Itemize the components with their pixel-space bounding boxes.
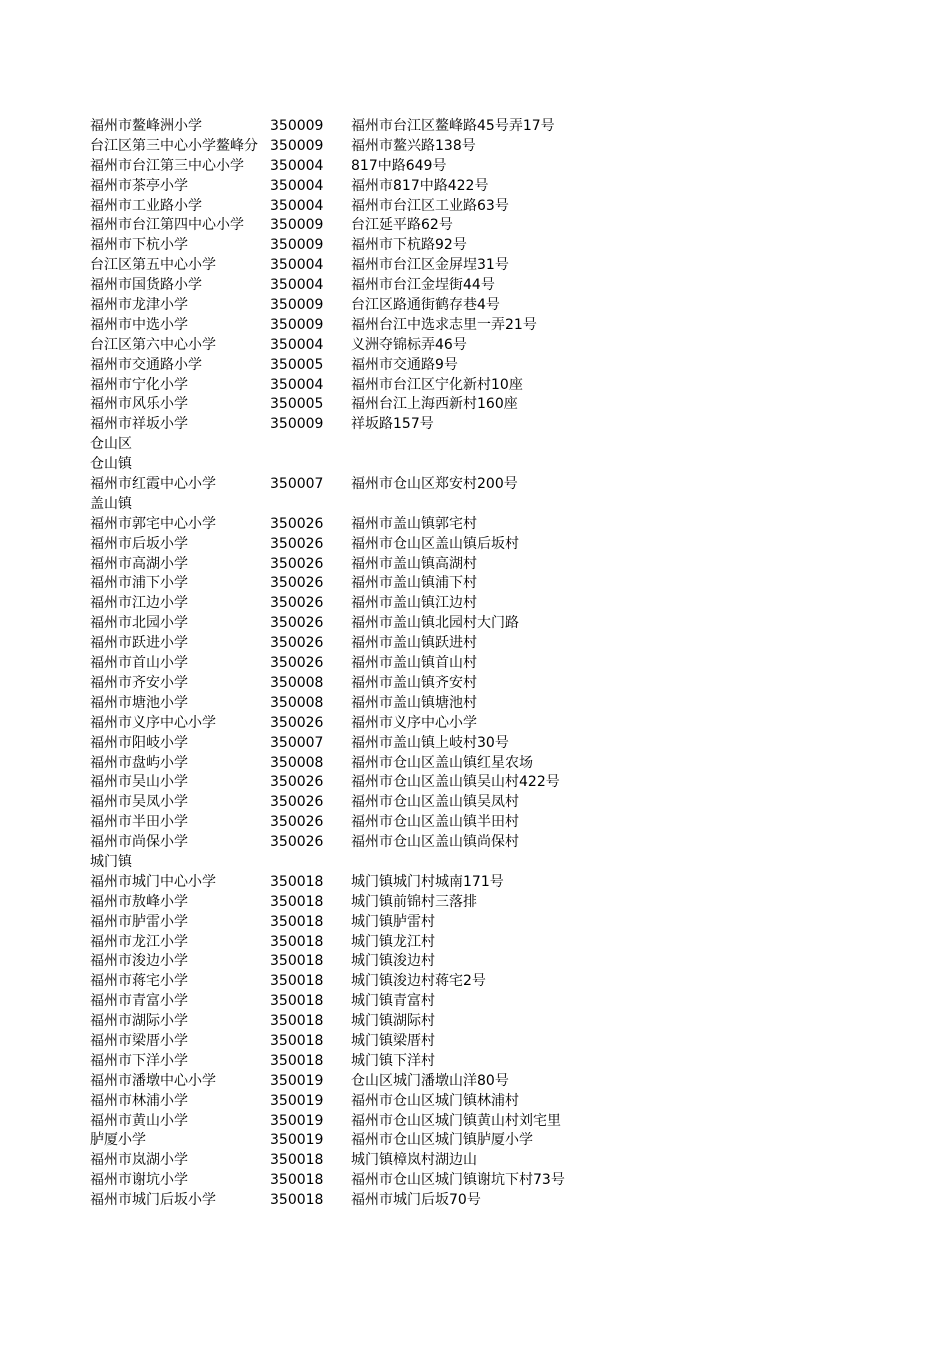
table-row (90, 933, 910, 953)
postcode-cell: 350004 (270, 276, 323, 296)
section-heading-row (90, 853, 910, 873)
postcode-cell: 350018 (270, 992, 323, 1012)
school-name-cell: 福州市江边小学 (90, 595, 188, 612)
school-address-table (90, 117, 910, 1211)
address-cell: 城门镇下洋村 (351, 1052, 435, 1069)
school-name-cell: 台江区第三中心小学鳌峰分 (90, 137, 258, 154)
address-cell: 福州市台江区宁化新村10座 (351, 376, 523, 393)
school-name-cell: 福州市蒋宅小学 (90, 973, 188, 990)
school-name-cell: 福州市中选小学 (90, 316, 188, 333)
address-cell: 城门镇梁厝村 (351, 1032, 435, 1049)
postcode-cell: 350026 (270, 614, 323, 634)
table-row (90, 535, 910, 555)
table-row (90, 475, 910, 495)
address-cell: 福州市仓山区盖山镇尚保村 (351, 834, 519, 851)
school-name-cell: 仓山镇 (90, 456, 132, 473)
table-row (90, 773, 910, 793)
address-cell: 福州市盖山镇江边村 (351, 595, 477, 612)
table-row (90, 754, 910, 774)
table-row (90, 157, 910, 177)
postcode-cell: 350009 (270, 415, 323, 435)
address-cell: 福州市台江区工业路63号 (351, 197, 509, 214)
school-name-cell: 福州市鳌峰洲小学 (90, 118, 202, 134)
address-cell: 福州市仓山区盖山镇半田村 (351, 814, 519, 831)
table-row (90, 992, 910, 1012)
postcode-cell: 350019 (270, 1131, 323, 1151)
postcode-cell: 350018 (270, 952, 323, 972)
address-cell: 城门镇胪雷村 (351, 913, 435, 930)
table-row (90, 1032, 910, 1052)
school-name-cell: 福州市浦下小学 (90, 575, 188, 592)
address-cell: 福州市盖山镇跃进村 (351, 635, 477, 652)
postcode-cell: 350026 (270, 535, 323, 555)
postcode-cell: 350018 (270, 873, 323, 893)
address-cell: 福州市仓山区盖山镇吴山村422号 (351, 774, 560, 791)
postcode-cell: 350018 (270, 1171, 323, 1191)
postcode-cell: 350008 (270, 674, 323, 694)
school-name-cell: 福州市下杭小学 (90, 237, 188, 254)
school-name-cell: 福州市红霞中心小学 (90, 476, 216, 493)
table-row (90, 1112, 910, 1132)
table-row (90, 952, 910, 972)
address-cell: 福州市仓山区城门镇谢坑下村73号 (351, 1172, 565, 1189)
table-row (90, 555, 910, 575)
school-name-cell: 福州市半田小学 (90, 814, 188, 831)
school-name-cell: 城门镇 (90, 853, 132, 870)
address-cell: 台江区路通街鹤存巷4号 (351, 297, 500, 314)
school-name-cell: 福州市城门后坂小学 (90, 1192, 216, 1209)
table-row (90, 395, 910, 415)
school-name-cell: 福州市郭宅中心小学 (90, 515, 216, 532)
postcode-cell: 350026 (270, 574, 323, 594)
school-name-cell: 福州市跃进小学 (90, 635, 188, 652)
address-cell: 福州市台江区金屏埕31号 (351, 257, 509, 274)
school-name-cell: 福州市胪雷小学 (90, 913, 188, 930)
address-cell: 817中路649号 (351, 157, 447, 174)
postcode-cell: 350018 (270, 1191, 323, 1211)
table-row (90, 594, 910, 614)
postcode-cell: 350009 (270, 236, 323, 256)
school-name-cell: 福州市北园小学 (90, 615, 188, 632)
school-name-cell: 福州市义序中心小学 (90, 714, 216, 731)
table-row (90, 415, 910, 435)
postcode-cell: 350026 (270, 634, 323, 654)
postcode-cell: 350004 (270, 197, 323, 217)
school-name-cell: 福州市黄山小学 (90, 1112, 188, 1129)
postcode-cell: 350018 (270, 1052, 323, 1072)
table-row (90, 574, 910, 594)
school-name-cell: 福州市塘池小学 (90, 694, 188, 711)
section-heading-row (90, 495, 910, 515)
table-row (90, 674, 910, 694)
postcode-cell: 350018 (270, 913, 323, 933)
school-name-cell: 福州市宁化小学 (90, 376, 188, 393)
school-name-cell: 福州市林浦小学 (90, 1092, 188, 1109)
table-row (90, 216, 910, 236)
postcode-cell: 350018 (270, 1151, 323, 1171)
school-name-cell: 福州市梁厝小学 (90, 1032, 188, 1049)
address-cell: 福州市台江区鳌峰路45号弄17号 (351, 118, 555, 134)
postcode-cell: 350019 (270, 1092, 323, 1112)
postcode-cell: 350009 (270, 117, 323, 137)
postcode-cell: 350008 (270, 754, 323, 774)
school-name-cell: 福州市台江第三中心小学 (90, 157, 244, 174)
school-name-cell: 台江区第六中心小学 (90, 336, 216, 353)
school-name-cell: 福州市后坂小学 (90, 535, 188, 552)
postcode-cell: 350026 (270, 773, 323, 793)
postcode-cell: 350026 (270, 555, 323, 575)
school-name-cell: 福州市潘墩中心小学 (90, 1072, 216, 1089)
postcode-cell: 350019 (270, 1112, 323, 1132)
school-name-cell: 盖山镇 (90, 495, 132, 512)
school-name-cell: 福州市祥坂小学 (90, 416, 188, 433)
school-name-cell: 福州市茶亭小学 (90, 177, 188, 194)
table-row (90, 833, 910, 853)
table-row (90, 1012, 910, 1032)
table-row (90, 893, 910, 913)
table-row (90, 1151, 910, 1171)
address-cell: 福州市盖山镇北园村大门路 (351, 615, 519, 632)
postcode-cell: 350004 (270, 336, 323, 356)
table-row (90, 1191, 910, 1211)
table-row (90, 296, 910, 316)
school-name-cell: 福州市交通路小学 (90, 356, 202, 373)
table-row (90, 694, 910, 714)
table-row (90, 714, 910, 734)
school-name-cell: 福州市敖峰小学 (90, 893, 188, 910)
table-row (90, 813, 910, 833)
address-cell: 义洲夺锦标弄46号 (351, 336, 467, 353)
address-cell: 城门镇湖际村 (351, 1013, 435, 1030)
address-cell: 福州市盖山镇首山村 (351, 655, 477, 672)
table-row (90, 654, 910, 674)
school-name-cell: 福州市工业路小学 (90, 197, 202, 214)
address-cell: 福州市仓山区城门镇胪厦小学 (351, 1132, 533, 1149)
address-cell: 福州市盖山镇齐安村 (351, 674, 477, 691)
postcode-cell: 350004 (270, 177, 323, 197)
school-name-cell: 福州市首山小学 (90, 655, 188, 672)
postcode-cell: 350009 (270, 316, 323, 336)
address-cell: 城门镇城门村城南171号 (351, 873, 504, 890)
school-name-cell: 胪厦小学 (90, 1132, 146, 1149)
postcode-cell: 350007 (270, 475, 323, 495)
address-cell: 福州市仓山区郑安村200号 (351, 476, 518, 493)
school-name-cell: 福州市岚湖小学 (90, 1152, 188, 1169)
postcode-cell: 350018 (270, 933, 323, 953)
address-cell: 城门镇龙江村 (351, 933, 435, 950)
school-name-cell: 福州市风乐小学 (90, 396, 188, 413)
table-row (90, 1171, 910, 1191)
school-name-cell: 福州市尚保小学 (90, 834, 188, 851)
table-row (90, 117, 910, 137)
table-row (90, 137, 910, 157)
school-name-cell: 福州市青富小学 (90, 993, 188, 1010)
address-cell: 福州市台江金埕街44号 (351, 277, 495, 294)
address-cell: 福州市盖山镇塘池村 (351, 694, 477, 711)
school-name-cell: 福州市下洋小学 (90, 1052, 188, 1069)
postcode-cell: 350004 (270, 376, 323, 396)
table-row (90, 197, 910, 217)
section-heading-row (90, 455, 910, 475)
postcode-cell: 350026 (270, 654, 323, 674)
address-cell: 福州市盖山镇郭宅村 (351, 515, 477, 532)
school-name-cell: 福州市阳岐小学 (90, 734, 188, 751)
table-row (90, 1131, 910, 1151)
postcode-cell: 350008 (270, 694, 323, 714)
postcode-cell: 350026 (270, 714, 323, 734)
table-row (90, 316, 910, 336)
postcode-cell: 350009 (270, 216, 323, 236)
address-cell: 仓山区城门潘墩山洋80号 (351, 1072, 509, 1089)
school-name-cell: 福州市台江第四中心小学 (90, 217, 244, 234)
table-row (90, 515, 910, 535)
table-row (90, 356, 910, 376)
address-cell: 福州市817中路422号 (351, 177, 489, 194)
table-row (90, 972, 910, 992)
postcode-cell: 350019 (270, 1072, 323, 1092)
table-row (90, 1092, 910, 1112)
school-name-cell: 福州市城门中心小学 (90, 873, 216, 890)
address-cell: 城门镇青富村 (351, 993, 435, 1010)
address-cell: 福州市仓山区城门镇林浦村 (351, 1092, 519, 1109)
postcode-cell: 350018 (270, 1012, 323, 1032)
table-row (90, 873, 910, 893)
address-cell: 城门镇樟岚村湖边山 (351, 1152, 477, 1169)
table-row (90, 1052, 910, 1072)
address-cell: 福州市仓山区城门镇黄山村刘宅里 (351, 1112, 561, 1129)
table-row (90, 177, 910, 197)
postcode-cell: 350004 (270, 256, 323, 276)
table-row (90, 734, 910, 754)
address-cell: 福州市盖山镇浦下村 (351, 575, 477, 592)
address-cell: 福州市义序中心小学 (351, 714, 477, 731)
address-cell: 台江延平路62号 (351, 217, 453, 234)
address-cell: 福州市城门后坂70号 (351, 1192, 481, 1209)
address-cell: 祥坂路157号 (351, 416, 434, 433)
postcode-cell: 350018 (270, 1032, 323, 1052)
address-cell: 城门镇浚边村 (351, 953, 435, 970)
school-name-cell: 福州市浚边小学 (90, 953, 188, 970)
address-cell: 福州市下杭路92号 (351, 237, 467, 254)
school-name-cell: 福州市吴凤小学 (90, 794, 188, 811)
table-row (90, 276, 910, 296)
address-cell: 福州市盖山镇高湖村 (351, 555, 477, 572)
table-row (90, 236, 910, 256)
table-row (90, 634, 910, 654)
school-name-cell: 福州市龙江小学 (90, 933, 188, 950)
postcode-cell: 350018 (270, 972, 323, 992)
school-name-cell: 福州市湖际小学 (90, 1013, 188, 1030)
school-name-cell: 福州市齐安小学 (90, 674, 188, 691)
address-cell: 福州市仓山区盖山镇红星农场 (351, 754, 533, 771)
school-name-cell: 福州市高湖小学 (90, 555, 188, 572)
address-cell: 城门镇前锦村三落排 (351, 893, 477, 910)
address-cell: 福州市仓山区盖山镇吴凤村 (351, 794, 519, 811)
postcode-cell: 350026 (270, 515, 323, 535)
address-cell: 福州市鳌兴路138号 (351, 137, 476, 154)
postcode-cell: 350009 (270, 296, 323, 316)
table-row (90, 1072, 910, 1092)
school-name-cell: 福州市谢坑小学 (90, 1172, 188, 1189)
postcode-cell: 350026 (270, 793, 323, 813)
postcode-cell: 350005 (270, 395, 323, 415)
school-name-cell: 福州市盘屿小学 (90, 754, 188, 771)
section-heading-row (90, 435, 910, 455)
table-row (90, 614, 910, 634)
postcode-cell: 350026 (270, 594, 323, 614)
table-row (90, 336, 910, 356)
school-name-cell: 福州市吴山小学 (90, 774, 188, 791)
address-cell: 福州市仓山区盖山镇后坂村 (351, 535, 519, 552)
table-row (90, 376, 910, 396)
school-name-cell: 仓山区 (90, 436, 132, 453)
address-cell: 福州台江上海西新村160座 (351, 396, 518, 413)
table-row (90, 793, 910, 813)
address-cell: 福州市交通路9号 (351, 356, 458, 373)
school-name-cell: 福州市龙津小学 (90, 297, 188, 314)
table-row (90, 256, 910, 276)
postcode-cell: 350007 (270, 734, 323, 754)
address-cell: 福州市盖山镇上岐村30号 (351, 734, 509, 751)
postcode-cell: 350009 (270, 137, 323, 157)
school-name-cell: 台江区第五中心小学 (90, 257, 216, 274)
address-cell: 城门镇浚边村蒋宅2号 (351, 973, 486, 990)
address-cell: 福州台江中选求志里一弄21号 (351, 316, 537, 333)
postcode-cell: 350026 (270, 833, 323, 853)
table-row (90, 913, 910, 933)
postcode-cell: 350018 (270, 893, 323, 913)
postcode-cell: 350005 (270, 356, 323, 376)
postcode-cell: 350026 (270, 813, 323, 833)
postcode-cell: 350004 (270, 157, 323, 177)
school-name-cell: 福州市国货路小学 (90, 277, 202, 294)
